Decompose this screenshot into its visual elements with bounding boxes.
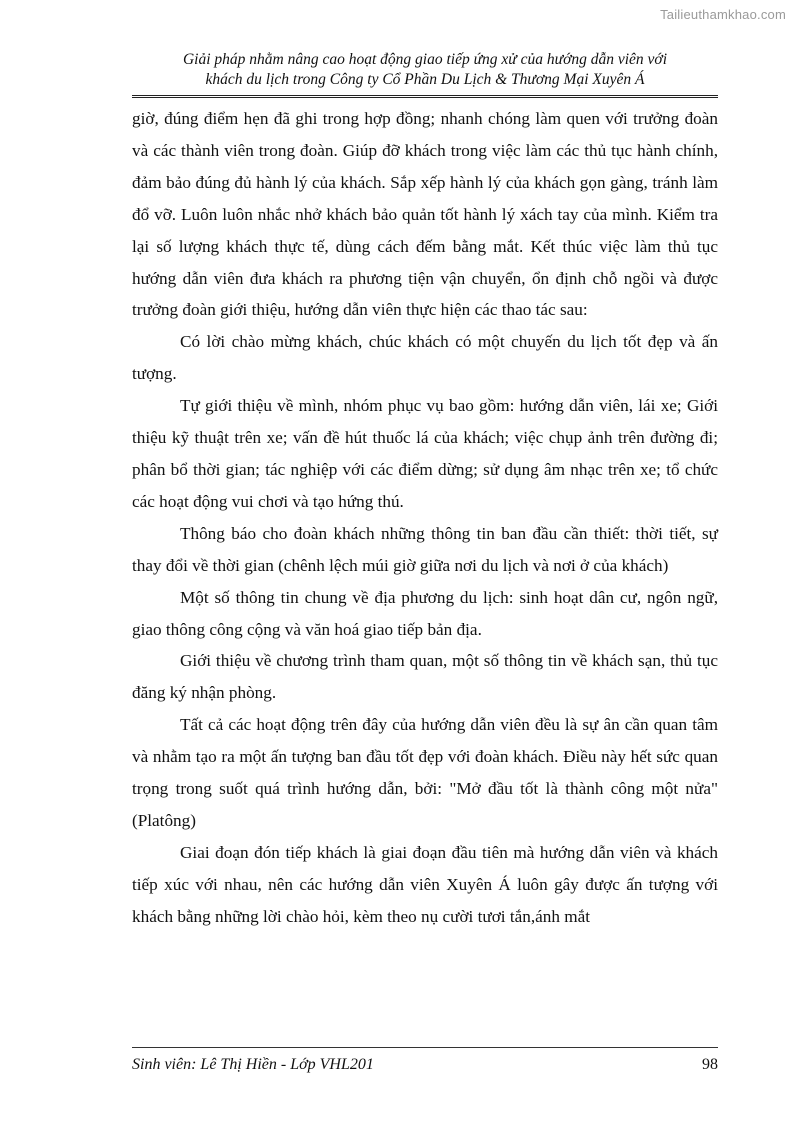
page-header xyxy=(132,50,718,98)
paragraph: Giai đoạn đón tiếp khách là giai đoạn đầu tiên mà hướng dẫn viên và khách tiếp xúc với nhau, nên các hướng dẫn viên Xuyên Á luôn gây được ấn tượng với khách bằng những lời chào hỏi, kèm theo nụ cười tươi tắn,ánh mắt xyxy=(132,842,718,926)
header-title-line-1: Giải pháp nhằm nâng cao hoạt động giao tiếp ứng xử của hướng dẫn viên với xyxy=(182,51,668,68)
page-footer xyxy=(132,1047,718,1074)
paragraph: Giới thiệu về chương trình tham quan, một số thông tin về khách sạn, thủ tục đăng ký nhận phòng. xyxy=(132,651,718,703)
page-number: 98 xyxy=(702,1056,718,1073)
footer-student-info: Sinh viên: Lê Thị Hiền - Lớp VHL201 xyxy=(132,1056,374,1073)
header-title-line-2: khách du lịch trong Công ty Cổ Phần Du Lịch & Thương Mại Xuyên Á xyxy=(205,71,645,88)
paragraph: Tất cả các hoạt động trên đây của hướng dẫn viên đều là sự ân cần quan tâm và nhằm tạo ra một ấn tượng ban đầu tốt đẹp với đoàn khách. Điều này hết sức quan trọng trong suốt quá trình hướng dẫn, bởi: "Mở đầu tốt là thành công một nửa" (Platông) xyxy=(132,715,718,830)
paragraph: Có lời chào mừng khách, chúc khách có một chuyến du lịch tốt đẹp và ấn tượng. xyxy=(132,332,718,384)
document-body xyxy=(132,103,718,933)
paragraph: Tự giới thiệu về mình, nhóm phục vụ bao gồm: hướng dẫn viên, lái xe; Giới thiệu kỹ thuật trên xe; vấn đề hút thuốc lá của khách; việc chụp ảnh trên đường đi; phân bổ thời gian; tác nghiệp với các điểm dừng; sử dụng âm nhạc trên xe; tổ chức các hoạt động vui chơi và tạo hứng thú. xyxy=(132,396,718,511)
paragraph: Thông báo cho đoàn khách những thông tin ban đầu cần thiết: thời tiết, sự thay đổi về thời gian (chênh lệch múi giờ giữa nơi du lịch và nơi ở của khách) xyxy=(132,523,718,575)
paragraph: Một số thông tin chung về địa phương du lịch: sinh hoạt dân cư, ngôn ngữ, giao thông công cộng và văn hoá giao tiếp bản địa. xyxy=(132,587,718,639)
watermark: Tailieuthamkhao.com xyxy=(660,7,786,22)
paragraph: giờ, đúng điểm hẹn đã ghi trong hợp đồng; nhanh chóng làm quen với trưởng đoàn và các thành viên trong đoàn. Giúp đỡ khách trong việc làm các thủ tục hành chính, đảm bảo đúng đủ hành lý của khách. Sắp xếp hành lý của khách gọn gàng, tránh làm đổ vỡ. Luôn luôn nhắc nhở khách bảo quản tốt hành lý xách tay của mình. Kiểm tra lại số lượng khách thực tế, dùng cách đếm bằng mắt. Kết thúc việc làm thủ tục hướng dẫn viên đưa khách ra phương tiện vận chuyển, ổn định chỗ ngồi và được trưởng đoàn giới thiệu, hướng dẫn viên thực hiện các thao tác sau: xyxy=(132,109,718,320)
